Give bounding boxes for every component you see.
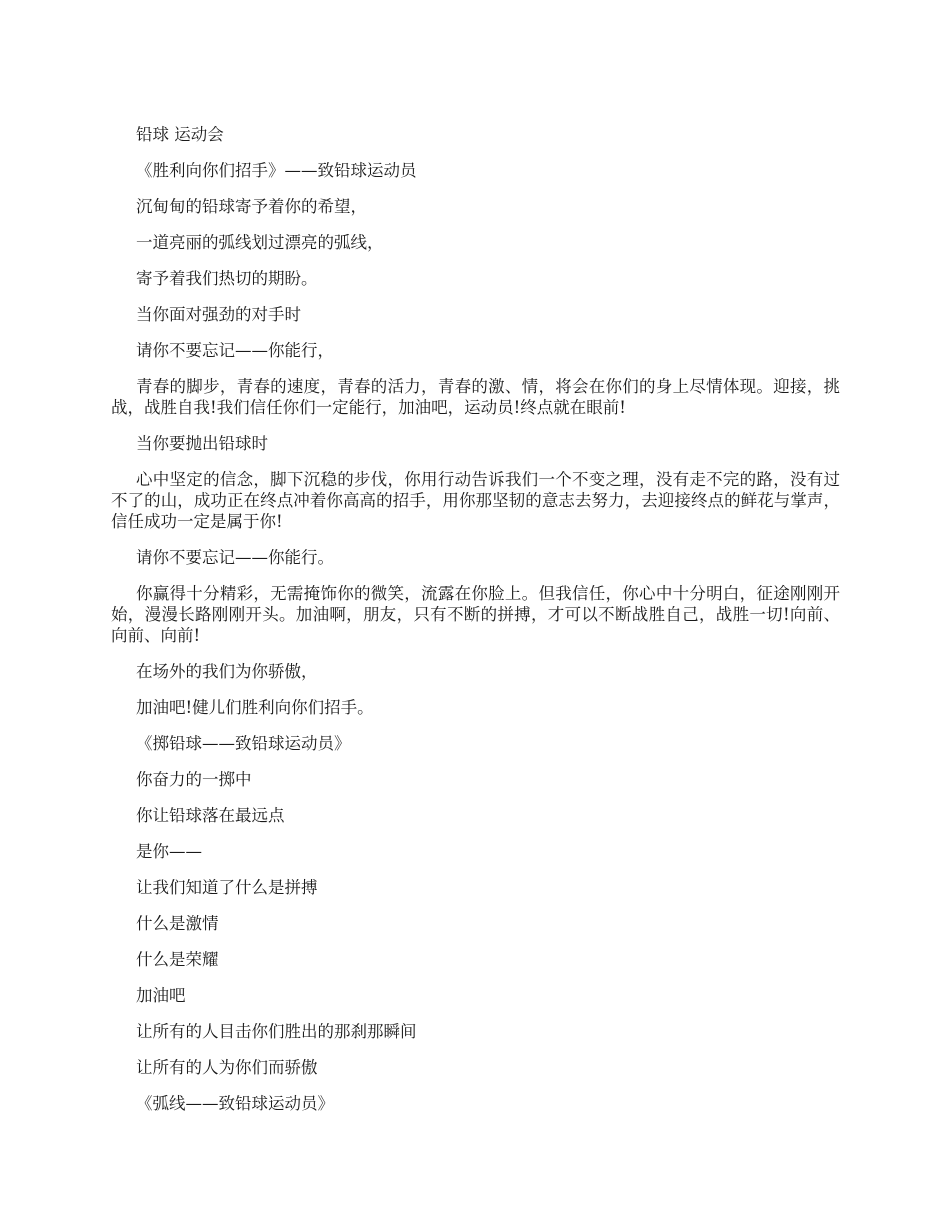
paragraph: 当你面对强劲的对手时 xyxy=(136,305,301,324)
paragraph: 一道亮丽的弧线划过漂亮的弧线， xyxy=(136,233,384,252)
paragraph: 你奋力的一掷中 xyxy=(136,770,252,789)
paragraph: 是你—— xyxy=(136,842,202,861)
paragraph: 请你不要忘记——你能行， xyxy=(136,341,334,360)
paragraph: 让所有的人目击你们胜出的那刹那瞬间 xyxy=(136,1022,417,1041)
paragraph: 让我们知道了什么是拼搏 xyxy=(136,878,318,897)
paragraph: 你赢得十分精彩，无需掩饰你的微笑，流露在你脸上。但我信任，你心中十分明白，征途刚刚开始，漫漫长路刚刚开头。加油啊，朋友，只有不断的拼搏，才可以不断战胜自己，战胜一切!向前、向前、向前! xyxy=(111,584,840,645)
paragraph: 请你不要忘记——你能行。 xyxy=(136,548,334,567)
paragraph: 你让铅球落在最远点 xyxy=(136,806,285,825)
paragraph: 当你要抛出铅球时 xyxy=(136,434,268,453)
paragraph: 寄予着我们热切的期盼。 xyxy=(136,269,318,288)
paragraph: 心中坚定的信念，脚下沉稳的步伐，你用行动告诉我们一个不变之理，没有走不完的路，没有过不了的山，成功正在终点冲着你高高的招手，用你那坚韧的意志去努力，去迎接终点的鲜花与掌声，信任成功一定是属于你! xyxy=(111,470,840,531)
paragraph: 什么是激情 xyxy=(136,914,219,933)
poem-title: 《胜利向你们招手》——致铅球运动员 xyxy=(136,161,417,180)
paragraph: 让所有的人为你们而骄傲 xyxy=(136,1058,318,1077)
paragraph: 在场外的我们为你骄傲， xyxy=(136,662,318,681)
paragraph: 沉甸甸的铅球寄予着你的希望， xyxy=(136,197,367,216)
paragraph: 加油吧!健儿们胜利向你们招手。 xyxy=(136,698,374,717)
document-title: 铅球 运动会 xyxy=(136,125,224,144)
paragraph: 什么是荣耀 xyxy=(136,950,219,969)
paragraph: 加油吧 xyxy=(136,986,186,1005)
poem-title: 《掷铅球——致铅球运动员》 xyxy=(136,734,351,753)
paragraph: 青春的脚步，青春的速度，青春的活力，青春的激、情，将会在你们的身上尽情体现。迎接，挑战，战胜自我!我们信任你们一定能行，加油吧，运动员!终点就在眼前! xyxy=(111,377,840,417)
poem-title: 《弧线——致铅球运动员》 xyxy=(136,1094,334,1113)
